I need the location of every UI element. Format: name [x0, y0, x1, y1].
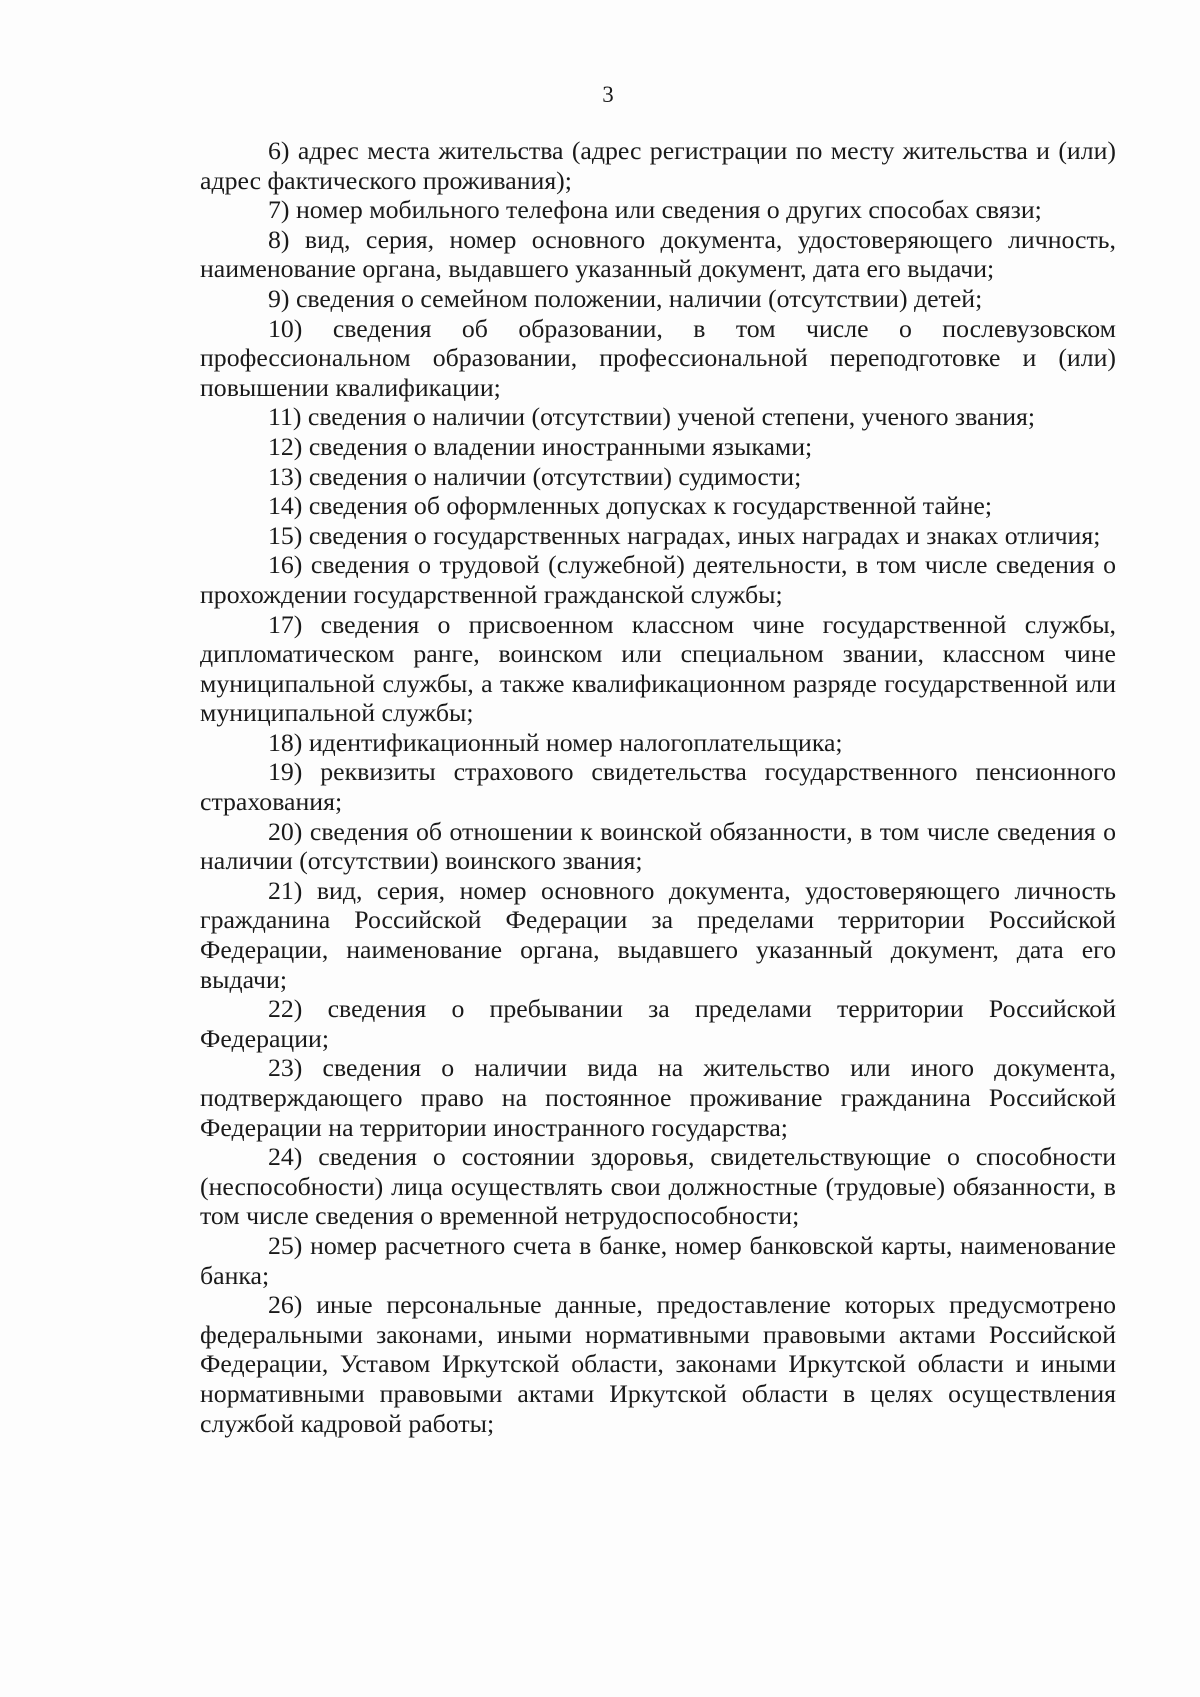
list-item: 7) номер мобильного телефона или сведения о других способах связи; — [268, 195, 1042, 225]
list-item: 25) номер расчетного счета в банке, номер банковской карты, наименование банка; — [200, 1230, 1116, 1290]
list-item: 8) вид, серия, номер основного документа, удостоверяющего личность, наименование органа, выдавшего указанный документ, дата его выдачи; — [200, 224, 1116, 284]
list-item: 19) реквизиты страхового свидетельства государственного пенсионного страхования; — [200, 757, 1116, 817]
page-number: 3 — [602, 82, 614, 107]
list-item: 22) сведения о пребывании за пределами территории Российской Федерации; — [200, 994, 1116, 1053]
document-body — [200, 136, 1116, 1438]
list-item: 9) сведения о семейном положении, наличии (отсутствии) детей; — [268, 283, 983, 313]
list-item: 17) сведения о присвоенном классном чине государственной службы, дипломатическом ранге, воинском или специальном звании, классном чине муниципальной службы, а также квалификационном разряде государственной или муниципальной службы; — [200, 609, 1116, 728]
list-item: 12) сведения о владении иностранными языками; — [268, 431, 813, 461]
list-item: 26) иные персональные данные, предоставление которых предусмотрено федеральными законами, иными нормативными правовыми актами Российской Федерации, Уставом Иркутской области, законами Иркутской области и иными нормативными правовыми актами Иркутской области в целях осуществления службой кадровой работы; — [200, 1290, 1116, 1438]
list-item: 24) сведения о состоянии здоровья, свидетельствующие о способности (неспособности) лица осуществлять свои должностные (трудовые) обязанности, в том числе сведения о временной нетрудоспособности; — [200, 1142, 1116, 1231]
list-item: 21) вид, серия, номер основного документа, удостоверяющего личность гражданина Российской Федерации за пределами территории Российской Федерации, наименование органа, выдавшего указанный документ, дата его выдачи; — [200, 875, 1116, 994]
list-item: 18) идентификационный номер налогоплательщика; — [268, 727, 843, 757]
list-item: 6) адрес места жительства (адрес регистрации по месту жительства и (или) адрес фактического проживания); — [200, 136, 1116, 195]
list-item: 20) сведения об отношении к воинской обязанности, в том числе сведения о наличии (отсутствии) воинского звания; — [200, 816, 1116, 876]
list-item: 14) сведения об оформленных допусках к государственной тайне; — [268, 491, 993, 521]
list-item: 11) сведения о наличии (отсутствии) ученой степени, ученого звания; — [268, 402, 1036, 432]
list-item: 10) сведения об образовании, в том числе о послевузовском профессиональном образовании, профессиональной переподготовке и (или) повышении квалификации; — [200, 313, 1116, 402]
list-item: 16) сведения о трудовой (служебной) деятельности, в том числе сведения о прохождении государственной гражданской службы; — [200, 550, 1116, 609]
list-item: 23) сведения о наличии вида на жительство или иного документа, подтверждающего право на постоянное проживание гражданина Российской Федерации на территории иностранного государства; — [200, 1053, 1116, 1142]
list-item: 15) сведения о государственных наградах, иных наградах и знаках отличия; — [268, 520, 1101, 550]
list-item: 13) сведения о наличии (отсутствии) судимости; — [268, 461, 802, 491]
